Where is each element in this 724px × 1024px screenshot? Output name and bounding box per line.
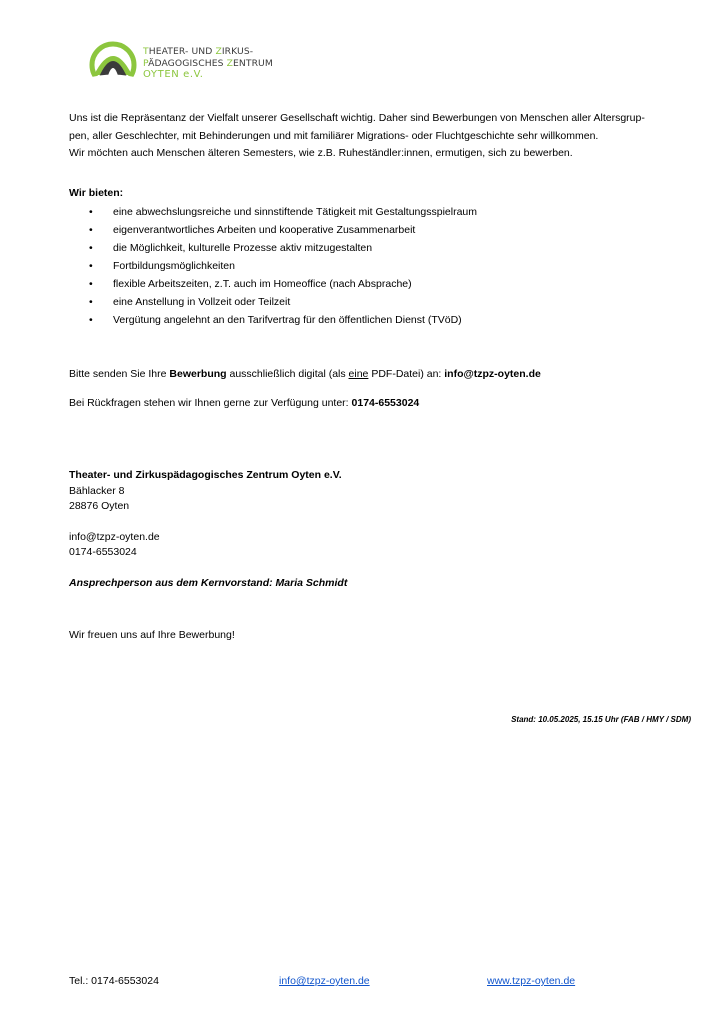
bullet-icon: • [89,277,93,290]
bullet-icon: • [89,241,93,254]
city: 28876 Oyten [69,500,130,512]
offer-section [69,185,685,329]
street: Bählacker 8 [69,484,125,497]
offer-list [69,203,685,329]
offer-item: • eine abwechslungsreiche und sinnstiftende Tätigkeit mit Gestaltungsspielraum [69,203,685,221]
logo-line-2: PÄDAGOGISCHES ZENTRUM [143,57,273,69]
stand-date: Stand: 10.05.2025, 15.15 Uhr (FAB / HMY / SDM) [511,715,691,724]
offer-item: • Vergütung angelehnt an den Tarifvertrag für den öffentlichen Dienst (TVöD) [69,311,685,329]
inquiry-line: Bei Rückfragen stehen wir Ihnen gerne zur Verfügung unter: 0174-6553024 [69,396,420,409]
application-section [69,366,685,423]
footer-website-link[interactable]: www.tzpz-oyten.de [487,975,576,987]
address-block [69,468,685,591]
tent-logo-icon [88,41,138,89]
offer-heading: Wir bieten: [69,187,124,199]
intro-paragraph-2: Wir möchten auch Menschen älteren Semesters, wie z.B. Ruheständler:innen, ermutigen, sich zu bewerben. [69,147,573,159]
contact-email[interactable]: info@tzpz-oyten.de [69,530,160,543]
bullet-icon: • [89,313,93,326]
bullet-icon: • [89,295,93,308]
inquiry-phone[interactable]: 0174-6553024 [351,396,420,409]
footer-email-link[interactable]: info@tzpz-oyten.de [279,975,370,987]
closing-line: Wir freuen uns auf Ihre Bewerbung! [69,629,235,641]
bullet-icon: • [89,223,93,236]
intro-section [69,110,685,163]
contact-person: Ansprechperson aus dem Kernvorstand: Maria Schmidt [69,576,348,589]
offer-item: • eigenverantwortliches Arbeiten und kooperative Zusammenarbeit [69,221,685,239]
contact-phone[interactable]: 0174-6553024 [69,546,137,558]
footer-phone: Tel.: 0174-6553024 [69,975,159,987]
offer-item: • Fortbildungsmöglichkeiten [69,257,685,275]
logo-line-1: THEATER- UND ZIRKUS- [143,46,254,57]
bullet-icon: • [89,259,93,272]
application-email[interactable]: info@tzpz-oyten.de [444,368,541,380]
organization-name: Theater- und Zirkuspädagogisches Zentrum Oyten e.V. [69,469,342,481]
page-footer [0,975,724,991]
logo-wordmark [143,46,273,81]
application-instructions: Bitte senden Sie Ihre Bewerbung ausschließlich digital (als eine PDF-Datei) an: info@tzpz-oyten.de [69,368,541,380]
bullet-icon: • [89,205,93,218]
offer-item: • eine Anstellung in Vollzeit oder Teilzeit [69,293,685,311]
tzpz-logo [88,41,278,89]
offer-item: • flexible Arbeitszeiten, z.T. auch im Homeoffice (nach Absprache) [69,275,685,293]
offer-item: • die Möglichkeit, kulturelle Prozesse aktiv mitzugestalten [69,239,685,257]
intro-paragraph-1: Uns ist die Repräsentanz der Vielfalt unserer Gesellschaft wichtig. Daher sind Bewerbungen von Menschen aller Altersgrup- pen, aller Geschlechter, mit Behinderungen und mit familiärer Migrations- oder Fluchtgeschichte sehr willkommen. [69,112,645,142]
logo-line-3: OYTEN e.V. [143,69,204,80]
